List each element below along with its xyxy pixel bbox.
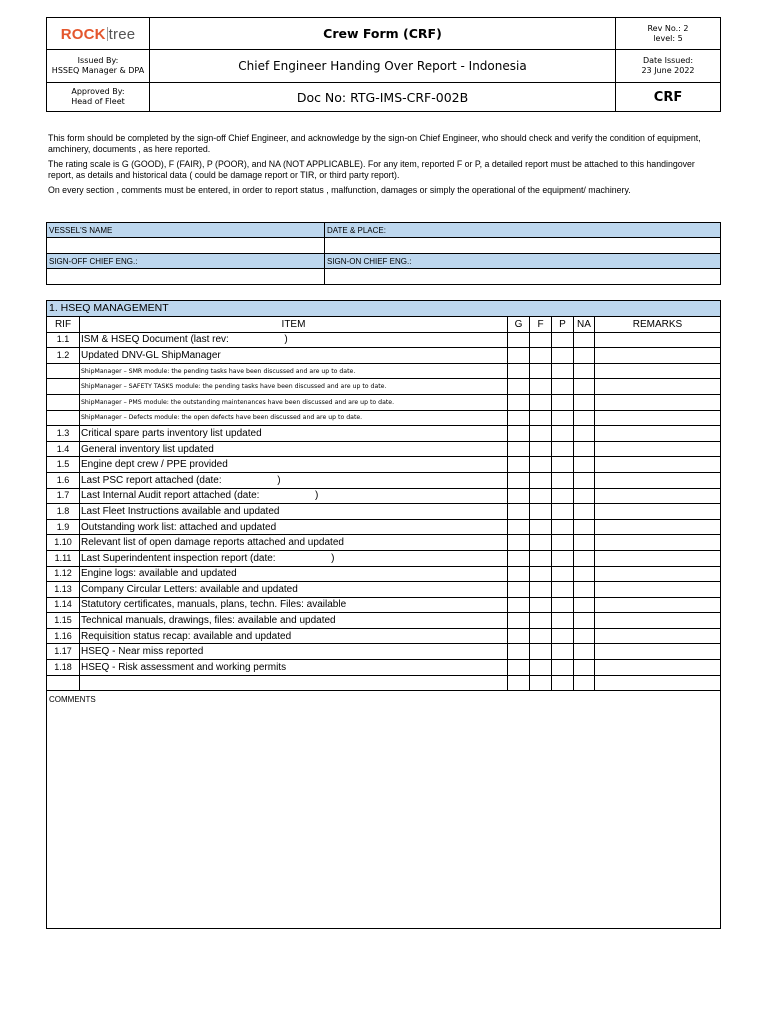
rif-cell: 1.1 <box>47 332 80 348</box>
rating-f-cell[interactable] <box>530 410 552 426</box>
table-row <box>47 582 721 598</box>
rating-p-cell[interactable] <box>552 426 574 442</box>
col-header-na: NA <box>574 317 595 333</box>
vessel-name-field[interactable] <box>47 238 325 254</box>
table-row <box>47 379 721 395</box>
vessel-name-label: VESSEL'S NAME <box>47 223 325 238</box>
rating-g-cell[interactable] <box>508 379 530 395</box>
sign-off-label: SIGN-OFF CHIEF ENG.: <box>47 254 325 269</box>
rating-p-cell[interactable] <box>552 597 574 613</box>
item-cell: ShipManager – Defects module: the open defects have been discussed and are up to date. <box>80 410 508 426</box>
rating-g-cell[interactable] <box>508 348 530 364</box>
rif-cell: 1.8 <box>47 504 80 520</box>
rating-na-cell[interactable] <box>574 426 595 442</box>
rating-na-cell[interactable] <box>574 457 595 473</box>
date-issued: 23 June 2022 <box>641 66 695 75</box>
rating-na-cell[interactable] <box>574 394 595 410</box>
rating-na-cell[interactable] <box>574 613 595 629</box>
rating-f-cell[interactable] <box>530 363 552 379</box>
item-cell: Engine dept crew / PPE provided <box>80 457 508 473</box>
rating-p-cell[interactable] <box>552 519 574 535</box>
remarks-cell[interactable] <box>595 394 721 410</box>
remarks-cell[interactable] <box>595 566 721 582</box>
rating-f-cell[interactable] <box>530 628 552 644</box>
date-place-label: DATE & PLACE: <box>325 223 721 238</box>
rif-cell: 1.16 <box>47 628 80 644</box>
rating-p-cell[interactable] <box>552 504 574 520</box>
remarks-cell[interactable] <box>595 644 721 660</box>
table-row <box>47 488 721 504</box>
rif-cell: 1.6 <box>47 472 80 488</box>
rating-g-cell[interactable] <box>508 332 530 348</box>
item-cell: Technical manuals, drawings, files: available and updated <box>80 613 508 629</box>
remarks-cell[interactable] <box>595 426 721 442</box>
item-cell: ShipManager – PMS module: the outstanding maintenances have been discussed and are up to date. <box>80 394 508 410</box>
form-header <box>46 17 721 112</box>
rif-cell <box>47 675 80 691</box>
rating-na-cell[interactable] <box>574 566 595 582</box>
item-cell: Statutory certificates, manuals, plans, techn. Files: available <box>80 597 508 613</box>
rating-na-cell[interactable] <box>574 332 595 348</box>
item-cell: ShipManager – SAFETY TASKS module: the pending tasks have been discussed and are up to date. <box>80 379 508 395</box>
table-row <box>47 519 721 535</box>
rating-g-cell[interactable] <box>508 613 530 629</box>
rating-g-cell[interactable] <box>508 472 530 488</box>
rating-f-cell[interactable] <box>530 675 552 691</box>
rating-p-cell[interactable] <box>552 566 574 582</box>
remarks-cell[interactable] <box>595 410 721 426</box>
rif-cell: 1.15 <box>47 613 80 629</box>
rif-cell: 1.2 <box>47 348 80 364</box>
rating-p-cell[interactable] <box>552 675 574 691</box>
item-cell: Engine logs: available and updated <box>80 566 508 582</box>
item-cell: Last PSC report attached (date: ) <box>80 472 508 488</box>
remarks-cell[interactable] <box>595 363 721 379</box>
level: level: 5 <box>653 33 683 43</box>
rif-cell <box>47 379 80 395</box>
rating-na-cell[interactable] <box>574 363 595 379</box>
table-row <box>47 410 721 426</box>
rif-cell: 1.9 <box>47 519 80 535</box>
revision-cell <box>616 18 721 50</box>
rating-p-cell[interactable] <box>552 332 574 348</box>
issued-by: HSSEQ Manager & DPA <box>51 66 145 75</box>
col-header-rif: RIF <box>47 317 80 333</box>
doc-number: Doc No: RTG-IMS-CRF-002B <box>150 83 616 112</box>
rating-g-cell[interactable] <box>508 660 530 676</box>
rating-f-cell[interactable] <box>530 644 552 660</box>
rif-cell: 1.11 <box>47 550 80 566</box>
remarks-cell[interactable] <box>595 348 721 364</box>
remarks-cell[interactable] <box>595 472 721 488</box>
rating-f-cell[interactable] <box>530 504 552 520</box>
rif-cell: 1.3 <box>47 426 80 442</box>
rating-f-cell[interactable] <box>530 457 552 473</box>
rating-f-cell[interactable] <box>530 535 552 551</box>
rating-g-cell[interactable] <box>508 488 530 504</box>
rating-g-cell[interactable] <box>508 566 530 582</box>
form-code: CRF <box>616 83 721 112</box>
approved-by: Head of Fleet <box>71 97 125 106</box>
rating-f-cell[interactable] <box>530 472 552 488</box>
rif-cell: 1.17 <box>47 644 80 660</box>
item-cell <box>80 675 508 691</box>
rif-cell: 1.18 <box>47 660 80 676</box>
item-cell: Updated DNV-GL ShipManager <box>80 348 508 364</box>
form-title: Crew Form (CRF) <box>150 18 616 50</box>
rating-p-cell[interactable] <box>552 488 574 504</box>
rating-g-cell[interactable] <box>508 550 530 566</box>
table-row <box>47 566 721 582</box>
remarks-cell[interactable] <box>595 519 721 535</box>
table-row <box>47 660 721 676</box>
rating-g-cell[interactable] <box>508 504 530 520</box>
rating-f-cell[interactable] <box>530 613 552 629</box>
rating-na-cell[interactable] <box>574 472 595 488</box>
rating-na-cell[interactable] <box>574 597 595 613</box>
sign-off-field[interactable] <box>47 269 325 285</box>
rating-na-cell[interactable] <box>574 550 595 566</box>
rating-na-cell[interactable] <box>574 535 595 551</box>
rating-f-cell[interactable] <box>530 597 552 613</box>
rating-p-cell[interactable] <box>552 582 574 598</box>
remarks-cell[interactable] <box>595 535 721 551</box>
table-row <box>47 363 721 379</box>
comments-label: COMMENTS <box>49 695 96 705</box>
rating-na-cell[interactable] <box>574 504 595 520</box>
rating-na-cell[interactable] <box>574 379 595 395</box>
item-cell: Critical spare parts inventory list updated <box>80 426 508 442</box>
rating-g-cell[interactable] <box>508 675 530 691</box>
remarks-cell[interactable] <box>595 332 721 348</box>
rating-na-cell[interactable] <box>574 644 595 660</box>
rating-f-cell[interactable] <box>530 488 552 504</box>
rating-p-cell[interactable] <box>552 457 574 473</box>
col-header-g: G <box>508 317 530 333</box>
rev-no: Rev No.: 2 <box>647 23 689 33</box>
remarks-cell[interactable] <box>595 582 721 598</box>
item-cell: Last Internal Audit report attached (date: ) <box>80 488 508 504</box>
rating-g-cell[interactable] <box>508 582 530 598</box>
table-row <box>47 628 721 644</box>
rating-p-cell[interactable] <box>552 660 574 676</box>
remarks-cell[interactable] <box>595 660 721 676</box>
table-row <box>47 332 721 348</box>
rating-p-cell[interactable] <box>552 472 574 488</box>
rif-cell <box>47 363 80 379</box>
rif-cell: 1.7 <box>47 488 80 504</box>
rating-f-cell[interactable] <box>530 426 552 442</box>
section-title: 1. HSEQ MANAGEMENT <box>47 301 721 317</box>
table-row <box>47 675 721 691</box>
rating-g-cell[interactable] <box>508 644 530 660</box>
rating-p-cell[interactable] <box>552 644 574 660</box>
table-row <box>47 613 721 629</box>
rating-g-cell[interactable] <box>508 410 530 426</box>
table-row <box>47 535 721 551</box>
rating-f-cell[interactable] <box>530 394 552 410</box>
table-row <box>47 426 721 442</box>
rating-g-cell[interactable] <box>508 363 530 379</box>
col-header-item: ITEM <box>80 317 508 333</box>
rif-cell: 1.10 <box>47 535 80 551</box>
vessel-info-table <box>46 222 721 285</box>
rating-na-cell[interactable] <box>574 441 595 457</box>
item-cell: Requisition status recap: available and updated <box>80 628 508 644</box>
rating-g-cell[interactable] <box>508 628 530 644</box>
issued-by-cell: Issued By: HSSEQ Manager & DPA <box>47 50 150 83</box>
remarks-cell[interactable] <box>595 441 721 457</box>
table-row <box>47 472 721 488</box>
item-cell: HSEQ - Risk assessment and working permits <box>80 660 508 676</box>
rating-na-cell[interactable] <box>574 660 595 676</box>
rif-cell: 1.4 <box>47 441 80 457</box>
remarks-cell[interactable] <box>595 488 721 504</box>
sign-on-field[interactable] <box>325 269 721 285</box>
table-row <box>47 644 721 660</box>
remarks-cell[interactable] <box>595 597 721 613</box>
rating-f-cell[interactable] <box>530 379 552 395</box>
remarks-cell[interactable] <box>595 379 721 395</box>
rating-g-cell[interactable] <box>508 535 530 551</box>
rif-cell <box>47 410 80 426</box>
remarks-cell[interactable] <box>595 675 721 691</box>
rating-na-cell[interactable] <box>574 519 595 535</box>
rating-na-cell[interactable] <box>574 675 595 691</box>
rating-na-cell[interactable] <box>574 488 595 504</box>
item-cell: Last Fleet Instructions available and updated <box>80 504 508 520</box>
remarks-cell[interactable] <box>595 550 721 566</box>
rating-na-cell[interactable] <box>574 348 595 364</box>
rating-p-cell[interactable] <box>552 441 574 457</box>
item-cell: Company Circular Letters: available and updated <box>80 582 508 598</box>
rating-f-cell[interactable] <box>530 582 552 598</box>
rif-cell: 1.12 <box>47 566 80 582</box>
rating-na-cell[interactable] <box>574 410 595 426</box>
item-cell: General inventory list updated <box>80 441 508 457</box>
rating-f-cell[interactable] <box>530 332 552 348</box>
rating-p-cell[interactable] <box>552 628 574 644</box>
date-place-field[interactable] <box>325 238 721 254</box>
remarks-cell[interactable] <box>595 457 721 473</box>
rif-cell: 1.14 <box>47 597 80 613</box>
instruction-paragraph: On every section , comments must be entered, in order to report status , malfunction, damages or simply the operational of the equipment/ machinery. <box>48 185 631 195</box>
instruction-paragraph: This form should be completed by the sign-off Chief Engineer, and acknowledge by the sign-on Chief Engineer, who should check and verify the condition of equipment, amchinery, documents , as here reported. <box>48 133 701 154</box>
instruction-paragraph: The rating scale is G (GOOD), F (FAIR), P (POOR), and NA (NOT APPLICABLE). For any item, reported F or P, a detailed report must be attached to this handingover report, as details and historical data ( could be damage report or TIR, or third party report). <box>48 159 695 180</box>
rating-p-cell[interactable] <box>552 363 574 379</box>
rating-p-cell[interactable] <box>552 550 574 566</box>
table-row <box>47 441 721 457</box>
sign-on-label: SIGN-ON CHIEF ENG.: <box>325 254 721 269</box>
date-issued-cell: Date Issued: 23 June 2022 <box>616 50 721 83</box>
rating-f-cell[interactable] <box>530 348 552 364</box>
item-cell: ISM & HSEQ Document (last rev: ) <box>80 332 508 348</box>
item-cell: HSEQ - Near miss reported <box>80 644 508 660</box>
remarks-cell[interactable] <box>595 613 721 629</box>
rating-p-cell[interactable] <box>552 394 574 410</box>
remarks-cell[interactable] <box>595 504 721 520</box>
rif-cell: 1.13 <box>47 582 80 598</box>
table-row <box>47 457 721 473</box>
table-row <box>47 504 721 520</box>
instructions <box>48 133 722 201</box>
rating-f-cell[interactable] <box>530 566 552 582</box>
rif-cell: 1.5 <box>47 457 80 473</box>
item-cell: Relevant list of open damage reports attached and updated <box>80 535 508 551</box>
table-row <box>47 597 721 613</box>
rating-g-cell[interactable] <box>508 426 530 442</box>
rating-na-cell[interactable] <box>574 628 595 644</box>
approved-by-cell: Approved By: Head of Fleet <box>47 83 150 112</box>
comments-box[interactable] <box>47 691 721 929</box>
rating-g-cell[interactable] <box>508 457 530 473</box>
item-cell: Last Superindentent inspection report (date: ) <box>80 550 508 566</box>
col-header-remarks: REMARKS <box>595 317 721 333</box>
rating-f-cell[interactable] <box>530 519 552 535</box>
report-title: Chief Engineer Handing Over Report - Indonesia <box>150 50 616 83</box>
item-cell: ShipManager – SMR module: the pending tasks have been discussed and are up to date. <box>80 363 508 379</box>
item-cell: Outstanding work list: attached and updated <box>80 519 508 535</box>
rating-p-cell[interactable] <box>552 535 574 551</box>
rating-p-cell[interactable] <box>552 410 574 426</box>
rating-f-cell[interactable] <box>530 660 552 676</box>
rating-g-cell[interactable] <box>508 441 530 457</box>
rating-p-cell[interactable] <box>552 613 574 629</box>
table-row <box>47 550 721 566</box>
rif-cell <box>47 394 80 410</box>
rating-g-cell[interactable] <box>508 597 530 613</box>
table-row <box>47 348 721 364</box>
rating-f-cell[interactable] <box>530 550 552 566</box>
rating-g-cell[interactable] <box>508 394 530 410</box>
remarks-cell[interactable] <box>595 628 721 644</box>
rating-f-cell[interactable] <box>530 441 552 457</box>
col-header-f: F <box>530 317 552 333</box>
col-header-p: P <box>552 317 574 333</box>
hseq-management-table <box>46 300 721 929</box>
company-logo: ROCK tree <box>47 18 150 50</box>
rating-p-cell[interactable] <box>552 379 574 395</box>
rating-na-cell[interactable] <box>574 582 595 598</box>
rating-g-cell[interactable] <box>508 519 530 535</box>
rating-p-cell[interactable] <box>552 348 574 364</box>
table-row <box>47 394 721 410</box>
